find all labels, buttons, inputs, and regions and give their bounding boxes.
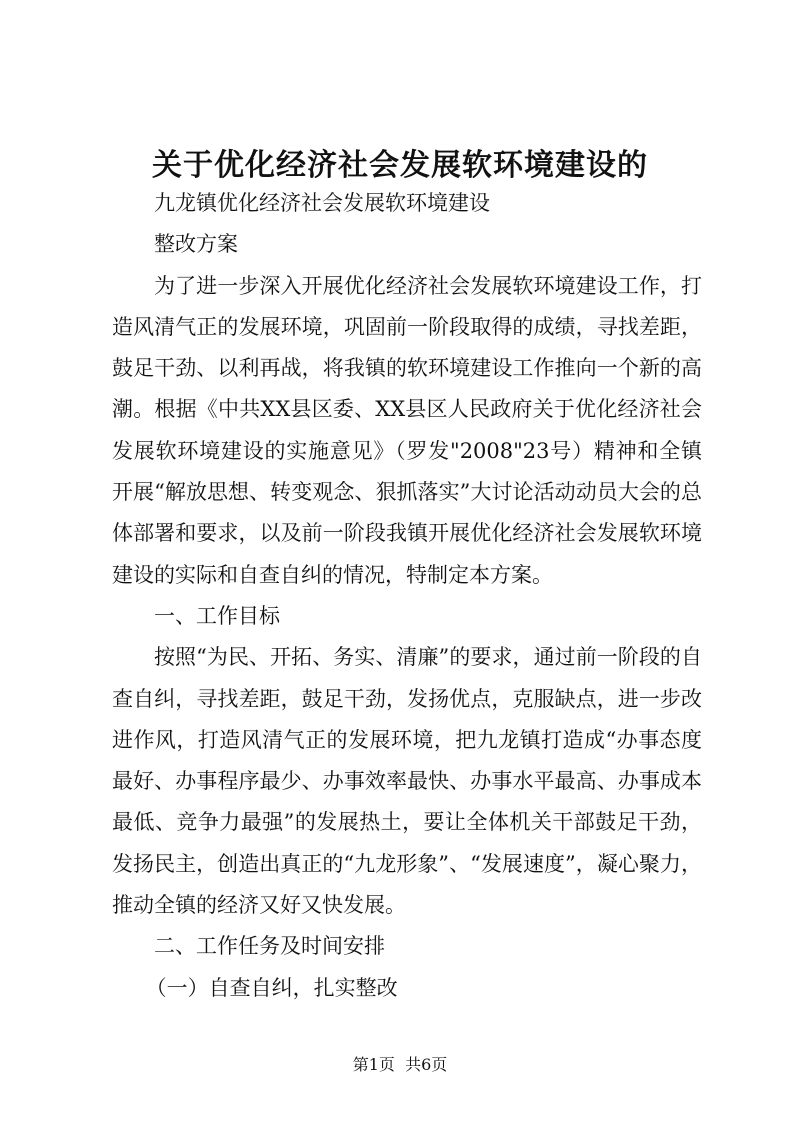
section-1-heading: 一、工作目标	[154, 603, 280, 628]
section-2-heading: 二、工作任务及时间安排	[154, 934, 385, 959]
section-2-subheading: （一）自查自纠，扎实整改	[145, 975, 398, 1000]
subtitle-line: 九龙镇优化经济社会发展软环境建设	[154, 191, 490, 215]
section-1-paragraph: 按照“为民、开拓、务实、清廉”的要求，通过前一阶段的自查自纠，寻找差距，鼓足干劲，发扬优点，克服缺点，进一步改进作风，打造风清气正的发展环境，把九龙镇打造成“办事态度最好、办事程序最少、办事效率最快、办事水平最高、办事成本最低、竞争力最强”的发展热土，要让全体机关干部鼓足干劲，发扬民主，创造出真正的“九龙形象”、“发展速度”，凝心聚力，推动全镇的经济又好又快发展。	[112, 645, 702, 918]
intro-paragraph: 为了进一步深入开展优化经济社会发展软环境建设工作，打造风清气正的发展环境，巩固前一阶段取得的成绩，寻找差距，鼓足干劲、以利再战，将我镇的软环境建设工作推向一个新的高潮。根据《中共XX县区委、XX县区人民政府关于优化经济社会发展软环境建设的实施意见》（罗发"2008"23号）精神和全镇开展“解放思想、转变观念、狠抓落实”大讨论活动动员大会的总体部署和要求，以及前一阶段我镇开展优化经济社会发展软环境建设的实际和自查自纠的情况，特制定本方案。	[112, 273, 702, 587]
document-body	[112, 183, 702, 1009]
document-title: 关于优化经济社会发展软环境建设的	[152, 148, 648, 183]
page-footer	[0, 1052, 800, 1075]
page-number: 第1页 共6页	[352, 1055, 448, 1074]
subtitle-line-2: 整改方案	[154, 232, 238, 257]
